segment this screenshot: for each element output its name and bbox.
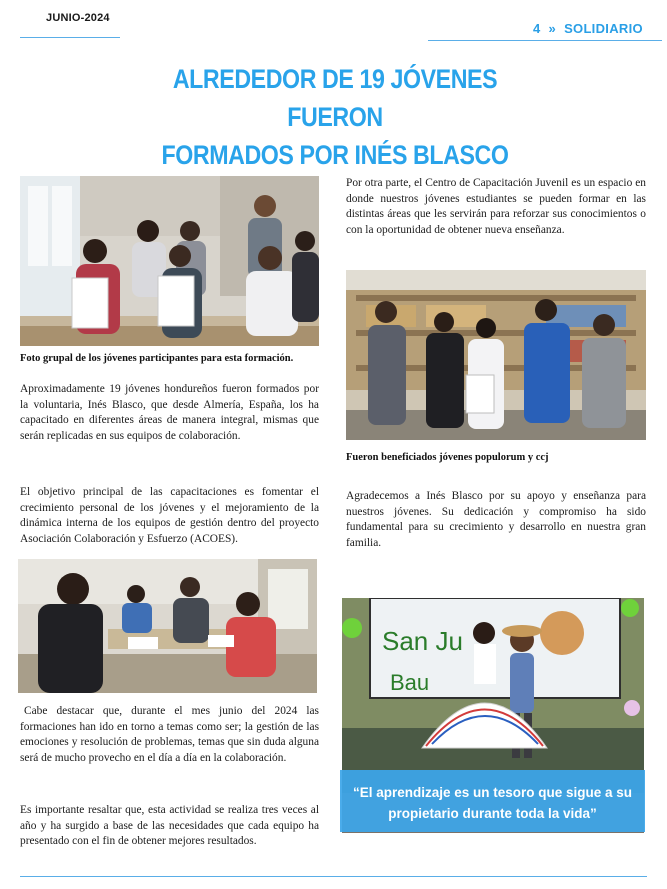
issue-date: JUNIO-2024 — [46, 12, 110, 24]
title-line-1: ALREDEDOR DE 19 JÓVENES FUERON — [172, 64, 498, 132]
section-name: SOLIDIARIO — [564, 21, 643, 36]
left-paragraph-1: Aproximadamente 19 jóvenes hondureños fueron formados por la voluntaria, Inés Blasco, que desde Almería, España, los ha capacitado en diferentes áreas de manera integral, mismas que serán replicadas en sus equipos de colaboración. — [20, 383, 319, 442]
banner-text-1: San Ju — [382, 626, 463, 656]
training-session-photo — [18, 559, 317, 693]
beneficiaries-photo — [346, 270, 646, 440]
banner-text-2: Bau — [390, 670, 430, 695]
left-paragraph-3: Cabe destacar que, durante el mes junio del 2024 las formaciones han ido en torno a temas como ser; la gestión de las emociones y resolución de problemas, temas que sin duda alguna será de mucho provecho en el día a día en la colaboración. — [20, 705, 319, 764]
page-number: 4 — [533, 21, 541, 36]
inspirational-quote: “El aprendizaje es un tesoro que sigue a su propietario durante toda la vida” — [352, 785, 633, 821]
photo2-caption: Fueron beneficiados jóvenes populorum y ccj — [346, 452, 549, 463]
header-left-rule — [20, 37, 120, 38]
photo1-caption: Foto grupal de los jóvenes participantes para esta formación. — [20, 353, 294, 364]
footer-rule — [20, 876, 647, 877]
left-paragraph-4: Es importante resaltar que, esta actividad se realiza tres veces al año y ha surgido a base de las necesidades que cada equipo ha presentado con el fin de obtener mejores resultados. — [20, 804, 319, 848]
title-line-2: FORMADOS POR INÉS BLASCO — [161, 140, 509, 170]
right-paragraph-1: Por otra parte, el Centro de Capacitación Juvenil es un espacio en donde nuestros jóvenes estudiantes se pueden formar en las distintas áreas que les servirán para reforzar sus conocimientos o con la oportunidad de obtener nueva enseñanza. — [346, 177, 646, 236]
header-right-rule — [428, 40, 662, 41]
group-photo — [20, 176, 319, 346]
arrow-icon: » — [548, 21, 557, 36]
left-paragraph-2: El objetivo principal de las capacitaciones es fomentar el crecimiento personal de los jóvenes y el mejoramiento de la dinámica interna de los equipos de gestión dentro del proyecto Asociación Colaboración y Esfuerzo (ACOES). — [20, 486, 319, 545]
page-section-header — [533, 21, 643, 36]
right-paragraph-2: Agradecemos a Inés Blasco por su apoyo y enseñanza para nuestros jóvenes. Su dedicación y compromiso ha sido fundamental para su crecimiento y desarrollo en nuestra gran familia. — [346, 490, 646, 549]
article-title — [133, 60, 537, 174]
